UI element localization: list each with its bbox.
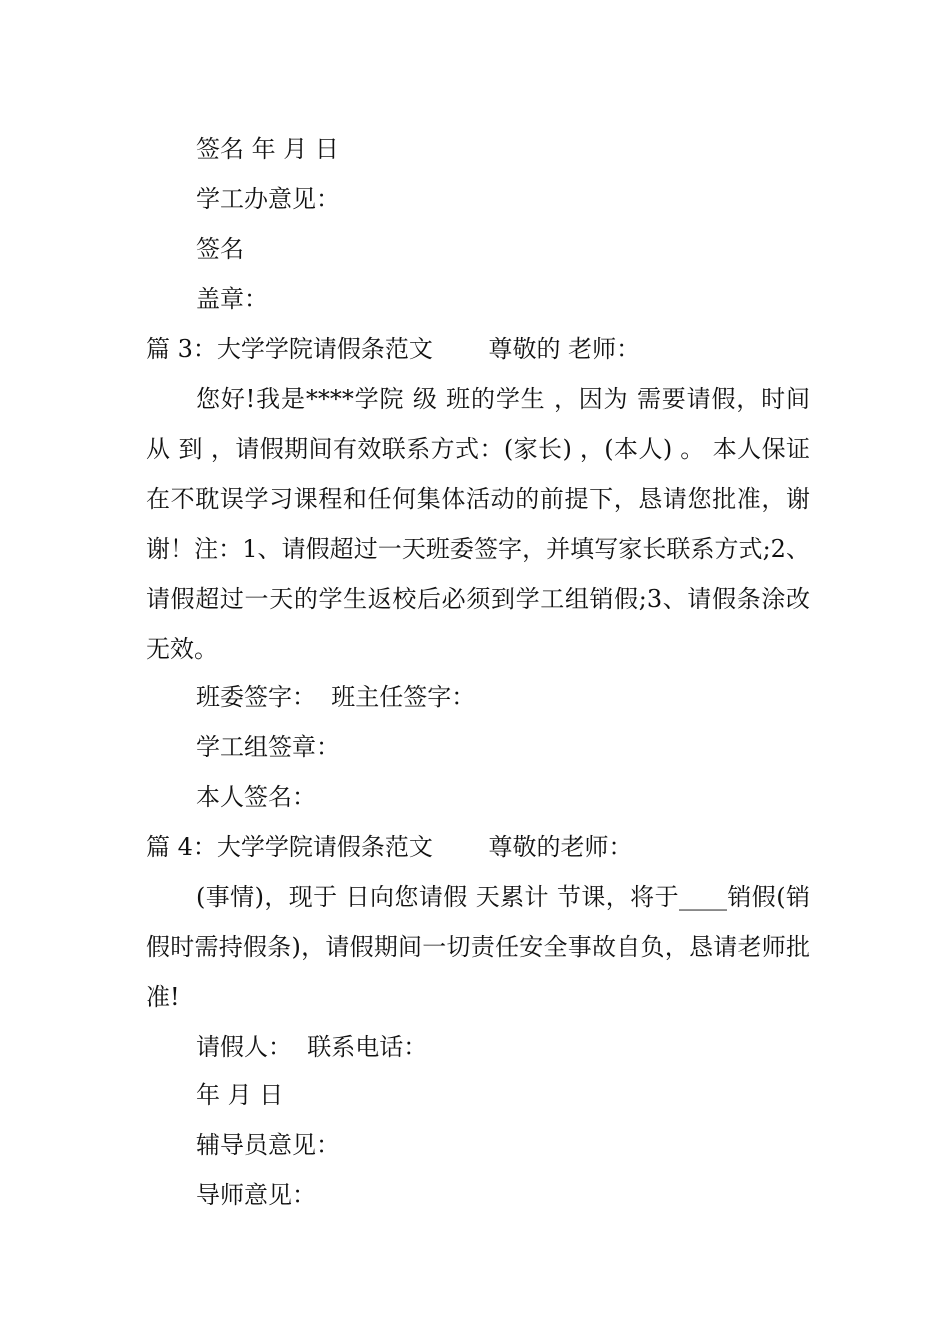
student-office-opinion-label: 学工办意见： (196, 185, 340, 213)
section-3-committee-signature: 班委签字： 班主任签字： (196, 683, 476, 711)
section-4-advisor-opinion: 导师意见： (196, 1181, 316, 1209)
signature-date-line: 签名 年 月 日 (196, 135, 339, 163)
section-3-office-seal: 学工组签章： (196, 733, 340, 761)
section-4-body: (事情)，现于 日向您请假 天累计 节课，将于____销假(销假时需持假条)，请假期间一切责任安全事故自负，恳请老师批准! (146, 883, 810, 1011)
seal-label: 盖章： (196, 285, 268, 313)
section-4-date: 年 月 日 (196, 1081, 284, 1109)
section-3-heading: 篇 3：大学学院请假条范文 尊敬的 老师： (146, 335, 641, 363)
section-3-self-signature: 本人签名： (196, 783, 316, 811)
section-4-counselor-opinion: 辅导员意见： (196, 1131, 340, 1159)
section-4-heading: 篇 4：大学学院请假条范文 尊敬的老师： (146, 833, 633, 861)
section-3-body: 您好!我是****学院 级 班的学生 ，因为 需要请假，时间从 到 ，请假期间有效联系方式：(家长) ，(本人) 。 本人保证在不耽误学习课程和任何集体活动的前提下，恳请您批准，谢谢！注：1、请假超过一天班委签字，并填写家长联系方式;2、请假超过一天的学生返校后必须到学工组销假;3、请假条涂改无效。 (146, 385, 810, 663)
signature-label: 签名 (196, 235, 244, 263)
section-4-applicant-phone: 请假人： 联系电话： (196, 1033, 428, 1061)
